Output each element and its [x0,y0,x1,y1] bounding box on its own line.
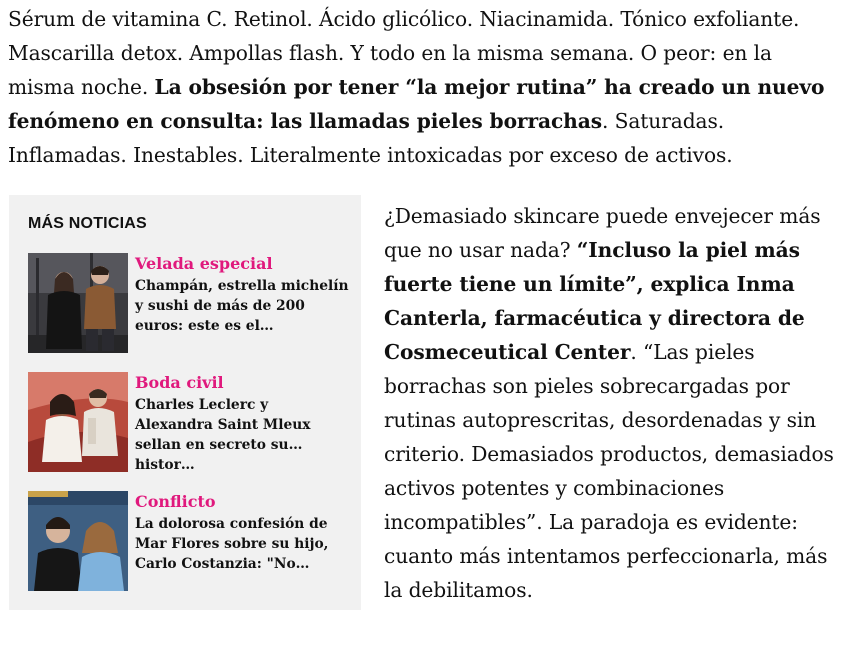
news-headline[interactable]: Champán, estrella michelín y sushi de más de 200 euros: este es el… [135,278,349,334]
news-item-boda-civil[interactable] [28,372,353,472]
news-headline[interactable]: Charles Leclerc y Alexandra Saint Mleux sellan en secreto su histor… [135,397,311,473]
article-body-paragraph [384,199,840,607]
body-quote-highlight: “Incluso la piel más fuerte tiene un límite”, explica Inma Canterla, farmacéutica y directora de Cosmeceutical Center [384,238,805,364]
news-category[interactable]: Conflicto [135,492,216,511]
news-headline[interactable]: La dolorosa confesión de Mar Flores sobre su hijo, Carlo Costanzia: "No… [135,516,329,572]
intro-text-end: . Saturadas. Inflamadas. Inestables. Literalmente intoxicadas por exceso de activos. [8,109,733,167]
news-thumbnail-mother-son[interactable] [28,491,128,591]
news-category[interactable]: Velada especial [135,254,273,273]
intro-text-start: Sérum de vitamina C. Retinol. Ácido glicólico. Niacinamida. Tónico exfoliante. Mascarilla detox. Ampollas flash. Y todo en la misma semana. O peor: en la misma noche. [8,7,800,99]
more-news-title: MÁS NOTICIAS [28,215,147,232]
body-text-end: . “Las pieles borrachas son pieles sobrecargadas por rutinas autoprescritas, desordenadas y sin criterio. Demasiados productos, demasiados activos potentes y combinaciones incompatibles”. La paradoja es evidente: cuanto más intentamos perfeccionarla, más la debilitamos. [384,340,834,602]
news-thumbnail-couple-car[interactable] [28,372,128,472]
body-text-start: ¿Demasiado skincare puede envejecer más que no usar nada? [384,204,821,262]
intro-highlight: La obsesión por tener “la mejor rutina” ha creado un nuevo fenómeno en consulta: las llamadas pieles borrachas [8,75,825,133]
intro-paragraph [8,2,843,172]
news-category[interactable]: Boda civil [135,373,224,392]
news-thumbnail-couple-night[interactable] [28,253,128,353]
news-item-velada-especial[interactable] [28,253,353,353]
more-news-sidebar [9,195,361,610]
news-item-conflicto[interactable] [28,491,353,591]
